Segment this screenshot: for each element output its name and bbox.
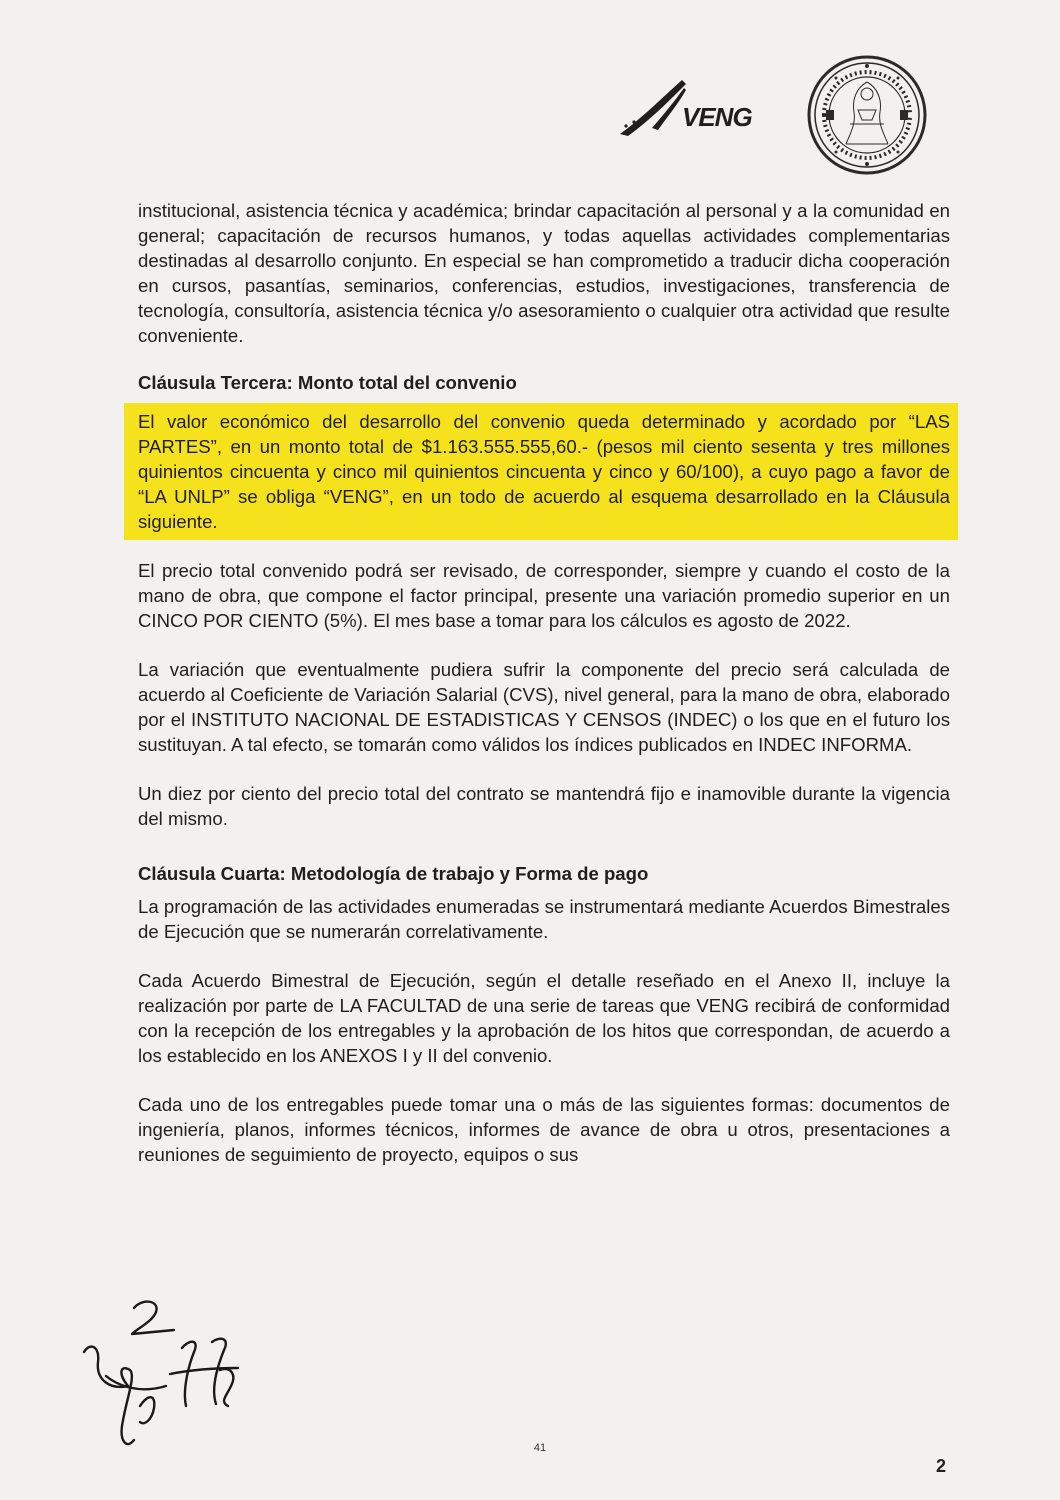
veng-logo	[612, 72, 762, 142]
folio-number: 41	[533, 1442, 547, 1454]
paragraph-precio-revision: El precio total convenido podrá ser revisado, de corresponder, siempre y cuando el costo de la mano de obra, que compone el factor principal, presente una variación promedio superior en un CINCO POR CIENTO (5%). El mes base a tomar para los cálculos es agosto de 2022.	[138, 560, 950, 631]
university-seal-icon	[806, 54, 928, 176]
heading-clausula-tercera: Cláusula Tercera: Monto total del convenio	[138, 372, 517, 393]
highlighted-amount-paragraph	[124, 403, 958, 540]
page-number: 2	[936, 1456, 947, 1476]
handwritten-signature	[70, 1290, 290, 1480]
paragraph-acuerdo-bimestral: Cada Acuerdo Bimestral de Ejecución, según el detalle reseñado en el Anexo II, incluye la realización por parte de LA FACULTAD de una serie de tareas que VENG recibirá de conformidad con la recepción de los entregables y la aprobación de los hitos que correspondan, de acuerdo a los establecido en los ANEXOS I y II del convenio.	[138, 970, 950, 1066]
paragraph-variacion-cvs: La variación que eventualmente pudiera sufrir la componente del precio será calculada de acuerdo al Coeficiente de Variación Salarial (CVS), nivel general, para la mano de obra, elaborado por el INSTITUTO NACIONAL DE ESTADISTICAS Y CENSOS (INDEC) o los que en el futuro los sustituyan. A tal efecto, se tomarán como válidos los índices publicados en INDEC INFORMA.	[138, 659, 950, 755]
heading-clausula-cuarta: Cláusula Cuarta: Metodología de trabajo y Forma de pago	[138, 863, 649, 884]
paragraph-intro-continuation: institucional, asistencia técnica y académica; brindar capacitación al personal y a la comunidad en general; capacitación de recursos humanos, y todas aquellas actividades complementarias destinadas al desarrollo conjunto. En especial se han comprometido a traducir dicha cooperación en cursos, pasantías, seminarios, conferencias, estudios, investigaciones, transferencia de tecnología, consultoría, asistencia técnica y/o asesoramiento o cualquier otra actividad que resulte conveniente.	[138, 200, 950, 346]
veng-logo-text: VENG	[682, 102, 752, 132]
handwritten-page-number: 2	[70, 1290, 71, 1291]
paragraph-diez-por-ciento: Un diez por ciento del precio total del contrato se mantendrá fijo e inamovible durante la vigencia del mismo.	[138, 783, 950, 829]
paragraph-entregables: Cada uno de los entregables puede tomar una o más de las siguientes formas: documentos de ingeniería, planos, informes técnicos, informes de avance de obra u otros, presentaciones a reuniones de seguimiento de proyecto, equipos o sus	[138, 1094, 950, 1165]
paragraph-programacion: La programación de las actividades enumeradas se instrumentará mediante Acuerdos Bimestrales de Ejecución que se numerarán correlativamente.	[138, 896, 950, 942]
paragraph-monto-total: El valor económico del desarrollo del convenio queda determinado y acordado por “LAS PARTES”, en un monto total de $1.163.555.555,60.- (pesos mil ciento sesenta y tres millones quinientos cincuenta y cinco mil quinientos cincuenta y cinco y 60/100), a cuyo pago a favor de “LA UNLP” se obliga “VENG”, en un todo de acuerdo al esquema desarrollado en la Cláusula siguiente.	[138, 411, 950, 532]
document-body	[138, 198, 950, 1167]
